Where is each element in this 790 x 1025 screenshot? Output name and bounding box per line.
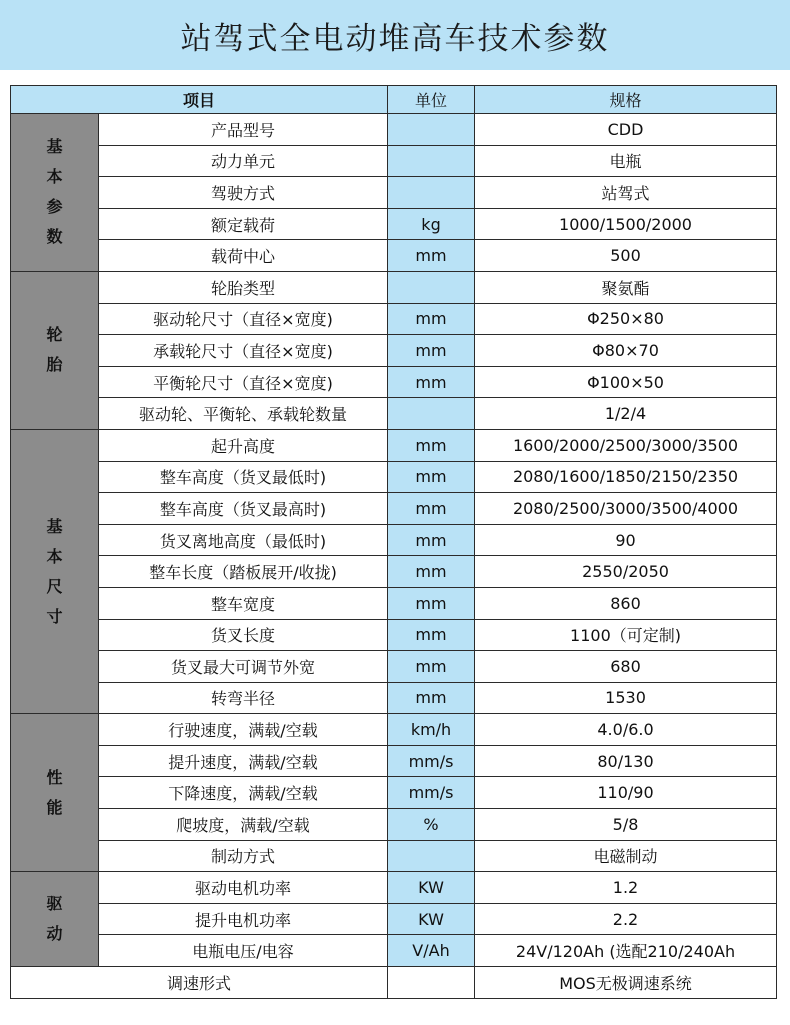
param-unit: KW	[388, 903, 475, 935]
param-unit: %	[388, 809, 475, 841]
table-row	[11, 682, 777, 714]
param-name: 货叉最大可调节外宽	[99, 651, 388, 683]
page-title: 站驾式全电动堆高车技术参数	[180, 20, 610, 57]
param-unit: mm	[388, 493, 475, 525]
group-label-char: 基	[46, 516, 63, 536]
param-name: 整车高度（货叉最高时)	[99, 493, 388, 525]
param-unit	[388, 271, 475, 303]
param-name: 制动方式	[99, 840, 388, 872]
param-value: 1530	[475, 682, 777, 714]
param-value: 2550/2050	[475, 556, 777, 588]
table-row	[11, 208, 777, 240]
group-label	[11, 872, 99, 967]
param-unit	[388, 840, 475, 872]
group-label-char: 本	[46, 167, 63, 187]
table-row	[11, 493, 777, 525]
param-name: 下降速度，满载/空载	[99, 777, 388, 809]
table-row	[11, 745, 777, 777]
param-name: 驾驶方式	[99, 177, 388, 209]
param-value: 80/130	[475, 745, 777, 777]
table-row	[11, 335, 777, 367]
table-row	[11, 429, 777, 461]
header-item: 项目	[11, 86, 388, 114]
group-label	[11, 271, 99, 429]
param-unit: kg	[388, 208, 475, 240]
group-label-char: 胎	[46, 355, 63, 375]
param-value: 2080/2500/3000/3500/4000	[475, 493, 777, 525]
param-value: Φ250×80	[475, 303, 777, 335]
param-name: 货叉长度	[99, 619, 388, 651]
param-value: 电瓶	[475, 145, 777, 177]
param-name: 转弯半径	[99, 682, 388, 714]
param-unit: mm	[388, 303, 475, 335]
title-banner	[0, 0, 790, 70]
table-row-footer	[11, 967, 777, 999]
param-unit	[388, 177, 475, 209]
param-value: 24V/120Ah (选配210/240Ah	[475, 935, 777, 967]
param-value: 1600/2000/2500/3000/3500	[475, 429, 777, 461]
param-value: 站驾式	[475, 177, 777, 209]
group-label-char: 基	[46, 137, 63, 157]
param-unit: mm/s	[388, 777, 475, 809]
param-unit: mm	[388, 619, 475, 651]
param-name: 平衡轮尺寸（直径×宽度)	[99, 366, 388, 398]
header-unit: 单位	[388, 86, 475, 114]
param-value: 2080/1600/1850/2150/2350	[475, 461, 777, 493]
param-value: 电磁制动	[475, 840, 777, 872]
param-value: 680	[475, 651, 777, 683]
table-row	[11, 556, 777, 588]
param-name: 驱动轮、平衡轮、承载轮数量	[99, 398, 388, 430]
group-label-char: 能	[46, 797, 63, 817]
param-name: 调速形式	[11, 967, 388, 999]
param-unit: KW	[388, 872, 475, 904]
table-row	[11, 587, 777, 619]
table-row	[11, 303, 777, 335]
param-unit	[388, 145, 475, 177]
param-value: 聚氨酯	[475, 271, 777, 303]
param-value: Φ100×50	[475, 366, 777, 398]
param-name: 行驶速度，满载/空载	[99, 714, 388, 746]
group-label-char: 动	[46, 924, 63, 944]
param-unit: mm	[388, 587, 475, 619]
param-name: 提升速度，满载/空载	[99, 745, 388, 777]
param-unit	[388, 114, 475, 146]
table-row	[11, 619, 777, 651]
param-name: 货叉离地高度（最低时)	[99, 524, 388, 556]
param-name: 驱动电机功率	[99, 872, 388, 904]
param-value: 2.2	[475, 903, 777, 935]
param-name: 载荷中心	[99, 240, 388, 272]
param-unit: mm	[388, 461, 475, 493]
table-row	[11, 177, 777, 209]
group-label	[11, 714, 99, 872]
header-spec: 规格	[475, 86, 777, 114]
param-value: 500	[475, 240, 777, 272]
param-name: 产品型号	[99, 114, 388, 146]
param-name: 承载轮尺寸（直径×宽度)	[99, 335, 388, 367]
param-name: 整车长度（踏板展开/收拢)	[99, 556, 388, 588]
param-name: 整车宽度	[99, 587, 388, 619]
table-row	[11, 461, 777, 493]
param-value: 110/90	[475, 777, 777, 809]
param-name: 电瓶电压/电容	[99, 935, 388, 967]
param-unit: mm	[388, 335, 475, 367]
param-value: CDD	[475, 114, 777, 146]
param-name: 整车高度（货叉最低时)	[99, 461, 388, 493]
param-unit	[388, 398, 475, 430]
group-label-char: 数	[46, 227, 63, 247]
table-row	[11, 240, 777, 272]
group-label	[11, 429, 99, 713]
param-name: 动力单元	[99, 145, 388, 177]
table-row	[11, 809, 777, 841]
param-name: 额定载荷	[99, 208, 388, 240]
param-unit: mm/s	[388, 745, 475, 777]
table-row	[11, 145, 777, 177]
group-label-char: 尺	[46, 576, 63, 596]
param-value: 1/2/4	[475, 398, 777, 430]
param-name: 驱动轮尺寸（直径×宽度)	[99, 303, 388, 335]
param-value: 1.2	[475, 872, 777, 904]
param-name: 爬坡度，满载/空载	[99, 809, 388, 841]
param-unit: mm	[388, 240, 475, 272]
table-row	[11, 872, 777, 904]
param-name: 起升高度	[99, 429, 388, 461]
table-row	[11, 651, 777, 683]
table-row	[11, 114, 777, 146]
group-label-char: 轮	[46, 325, 63, 345]
spec-table	[10, 85, 777, 999]
group-label	[11, 114, 99, 272]
param-value: 1100（可定制)	[475, 619, 777, 651]
group-label-char: 参	[46, 197, 63, 217]
table-row	[11, 271, 777, 303]
table-row	[11, 524, 777, 556]
param-value: 1000/1500/2000	[475, 208, 777, 240]
param-value: MOS无极调速系统	[475, 967, 777, 999]
table-row	[11, 840, 777, 872]
table-row	[11, 366, 777, 398]
group-label-char: 本	[46, 546, 63, 566]
param-unit: mm	[388, 429, 475, 461]
param-name: 轮胎类型	[99, 271, 388, 303]
param-value: 90	[475, 524, 777, 556]
table-row	[11, 903, 777, 935]
table-header-row	[11, 86, 777, 114]
group-label-char: 性	[46, 767, 63, 787]
param-value: Φ80×70	[475, 335, 777, 367]
param-value: 4.0/6.0	[475, 714, 777, 746]
table-row	[11, 777, 777, 809]
table-row	[11, 714, 777, 746]
param-unit: mm	[388, 651, 475, 683]
param-unit: mm	[388, 524, 475, 556]
table-row	[11, 935, 777, 967]
param-unit: V/Ah	[388, 935, 475, 967]
group-label-char: 寸	[46, 606, 63, 626]
param-unit: mm	[388, 556, 475, 588]
param-name: 提升电机功率	[99, 903, 388, 935]
param-value: 5/8	[475, 809, 777, 841]
param-unit: mm	[388, 366, 475, 398]
param-unit: mm	[388, 682, 475, 714]
param-unit: km/h	[388, 714, 475, 746]
param-unit	[388, 967, 475, 999]
table-row	[11, 398, 777, 430]
param-value: 860	[475, 587, 777, 619]
group-label-char: 驱	[46, 894, 63, 914]
